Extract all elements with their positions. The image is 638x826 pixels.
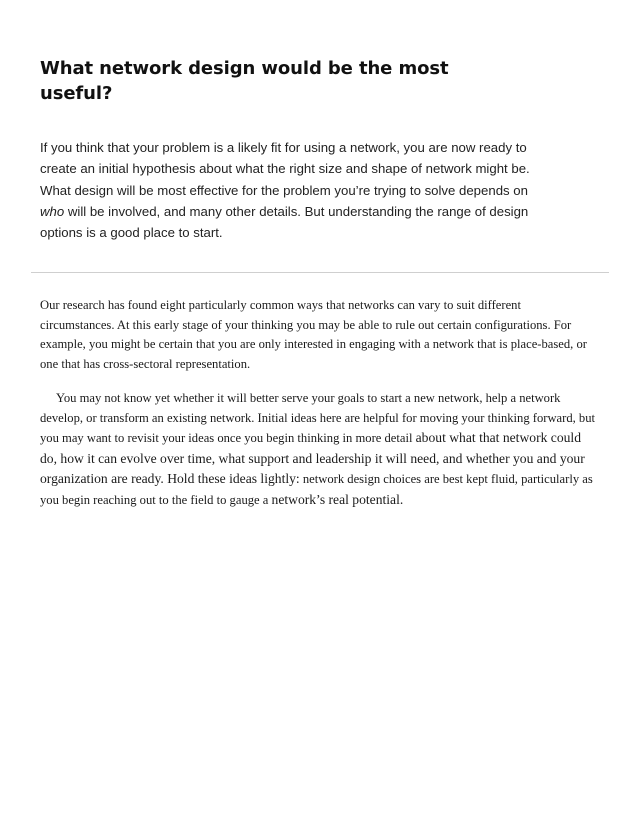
intro-emphasis-who: who	[40, 203, 65, 219]
p2-text-mid: about what that network could do, how it can evolve over time, what support and leadership it will need, and whether you and your organization are ready. Hold these ideas lightly:	[40, 430, 585, 487]
body-paragraph-2	[40, 389, 598, 511]
p2-text-tail: network’s real potential.	[271, 491, 404, 507]
body-paragraph-1: Our research has found eight particularly common ways that networks can vary to suit different circumstances. At this early stage of your thinking you may be able to rule out certain configurations. For example, you might be certain that you are only interested in engaging with a network that is place-based, or one that has cross-sectoral representation.	[40, 298, 587, 371]
section-heading: What network design would be the most useful?	[40, 58, 449, 104]
section-divider	[31, 272, 609, 273]
p2-text-start: You may not know yet whether it will better serve your goals to start a new network, help a network develop, or transform an existing network. Initial ideas here are helpful for moving your thinking forward, but you may want to revisit your ideas once you begin thinking in more detail	[40, 391, 596, 446]
intro-text-start: If you think that your problem is a likely fit for using a network, you are now ready to create an initial hypothesis about what the right size and shape of network might be. What design will be most effective for the problem you’re trying to solve depends on	[40, 140, 530, 198]
intro-text-end: will be involved, and many other details. But understanding the range of design options is a good place to start.	[40, 203, 529, 241]
intro-paragraph	[40, 137, 530, 243]
p2-text-end: network design choices are best kept fluid, particularly as you begin reaching out to the field to gauge a	[40, 472, 593, 507]
